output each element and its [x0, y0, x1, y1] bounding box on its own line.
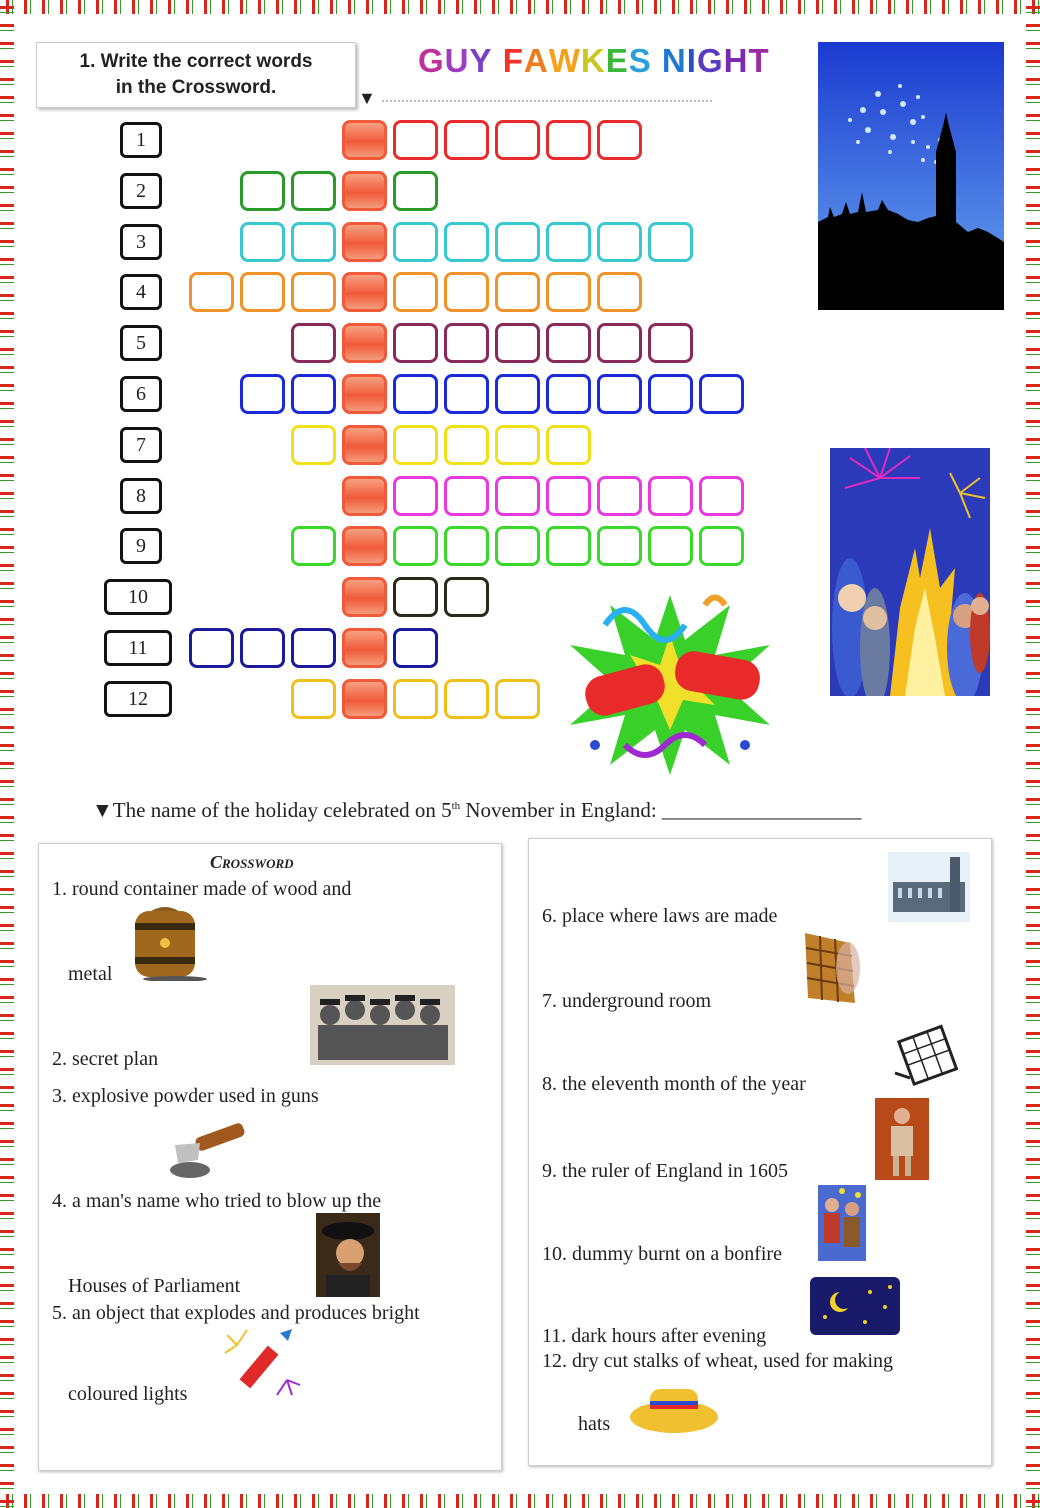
title-letter: A	[523, 42, 549, 79]
crossword-cell[interactable]	[444, 120, 489, 160]
clue-1-continued: metal	[68, 963, 113, 985]
crossword-cell[interactable]	[444, 323, 489, 363]
clues-title: Crossword	[210, 852, 294, 872]
crossword-cell[interactable]	[546, 120, 591, 160]
right-border	[1026, 0, 1040, 1508]
key-answer-line[interactable]	[382, 100, 712, 102]
title-letter: N	[661, 42, 687, 79]
gunpowder-icon	[160, 1115, 250, 1185]
holiday-question-text: The name of the holiday celebrated on 5	[112, 798, 452, 822]
crossword-cell[interactable]	[597, 323, 642, 363]
crossword-cell[interactable]	[648, 374, 693, 414]
crossword-cell[interactable]	[393, 120, 438, 160]
title-letter: G	[418, 42, 445, 79]
clue-8: 8. the eleventh month of the year	[542, 1073, 806, 1095]
night-sky-icon	[810, 1277, 900, 1335]
crossword-cell[interactable]	[597, 222, 642, 262]
crossword-cell[interactable]	[495, 272, 540, 312]
crossword-cell[interactable]	[291, 222, 336, 262]
key-letter-cell[interactable]	[342, 476, 387, 516]
crossword-cell[interactable]	[393, 323, 438, 363]
crossword-cell[interactable]	[444, 679, 489, 719]
title-letter: I	[686, 42, 697, 79]
crossword-cell[interactable]	[495, 425, 540, 465]
crossword-cell[interactable]	[291, 374, 336, 414]
crossword-cell[interactable]	[597, 476, 642, 516]
clue-number-3: 3	[120, 224, 162, 260]
key-letter-cell[interactable]	[342, 577, 387, 617]
clue-1: 1. round container made of wood and	[52, 878, 352, 900]
key-letter-cell[interactable]	[342, 222, 387, 262]
crossword-cell[interactable]	[546, 323, 591, 363]
key-letter-cell[interactable]	[342, 679, 387, 719]
crossword-cell[interactable]	[291, 272, 336, 312]
clue-number-9: 9	[120, 528, 162, 564]
crossword-cell[interactable]	[291, 628, 336, 668]
crossword-cell[interactable]	[597, 374, 642, 414]
crossword-cell[interactable]	[291, 526, 336, 566]
key-letter-cell[interactable]	[342, 628, 387, 668]
crossword-cell[interactable]	[189, 628, 234, 668]
crossword-cell[interactable]	[393, 679, 438, 719]
crossword-cell[interactable]	[648, 476, 693, 516]
guy-effigy-icon	[818, 1185, 866, 1261]
instruction-line-1: 1. Write the correct words	[79, 51, 313, 72]
crossword-cell[interactable]	[495, 323, 540, 363]
clue-6: 6. place where laws are made	[542, 905, 778, 927]
clue-number-11: 11	[104, 630, 172, 666]
crossword-cell[interactable]	[444, 222, 489, 262]
clue-3: 3. explosive powder used in guns	[52, 1085, 319, 1107]
crossword-cell[interactable]	[393, 476, 438, 516]
crossword-cell[interactable]	[240, 272, 285, 312]
clue-number-12: 12	[104, 681, 172, 717]
crossword-cell[interactable]	[444, 577, 489, 617]
clue-9: 9. the ruler of England in 1605	[542, 1160, 789, 1182]
parliament-icon	[888, 852, 970, 922]
clue-4-continued: Houses of Parliament	[68, 1275, 241, 1297]
big-ben-fireworks-picture	[818, 42, 1004, 310]
conspirators-picture	[310, 985, 455, 1065]
key-letter-cell[interactable]	[342, 374, 387, 414]
crossword-cell[interactable]	[546, 425, 591, 465]
crossword-cell[interactable]	[393, 374, 438, 414]
top-border	[0, 0, 1040, 14]
crossword-cell[interactable]	[240, 628, 285, 668]
key-letter-cell[interactable]	[342, 120, 387, 160]
clue-number-5: 5	[120, 325, 162, 361]
crossword-cell[interactable]	[240, 222, 285, 262]
crossword-cell[interactable]	[546, 222, 591, 262]
calendar-icon	[890, 1018, 965, 1090]
crossword-cell[interactable]	[291, 679, 336, 719]
crossword-cell[interactable]	[393, 577, 438, 617]
title-letter: K	[580, 42, 606, 79]
page-title	[418, 42, 770, 80]
key-letter-cell[interactable]	[342, 272, 387, 312]
clue-number-8: 8	[120, 478, 162, 514]
crossword-cell[interactable]	[240, 171, 285, 211]
title-letter	[493, 42, 503, 80]
title-letter: T	[748, 42, 770, 79]
title-letter	[652, 42, 662, 80]
key-letter-cell[interactable]	[342, 171, 387, 211]
crossword-cell[interactable]	[699, 476, 744, 516]
crossword-cell[interactable]	[393, 628, 438, 668]
crossword-cell[interactable]	[648, 222, 693, 262]
clue-number-1: 1	[120, 122, 162, 158]
bonfire-picture	[830, 448, 990, 696]
cellar-icon	[800, 928, 862, 1008]
crossword-cell[interactable]	[393, 425, 438, 465]
crossword-cell[interactable]	[495, 374, 540, 414]
crossword-cell[interactable]	[597, 272, 642, 312]
crossword-cell[interactable]	[648, 526, 693, 566]
clue-11: 11. dark hours after evening	[542, 1325, 767, 1347]
firework-rocket-icon	[222, 1325, 302, 1400]
instruction-line-2: in the Crossword.	[115, 77, 277, 98]
arrow-icon: ▼	[92, 798, 113, 822]
crossword-cell[interactable]	[648, 323, 693, 363]
clue-12-continued: hats	[578, 1413, 611, 1435]
instruction-box	[36, 42, 356, 108]
crossword-cell[interactable]	[291, 425, 336, 465]
clue-number-4: 4	[120, 274, 162, 310]
clue-7: 7. underground room	[542, 990, 712, 1012]
title-letter: E	[605, 42, 629, 79]
crossword-cell[interactable]	[495, 120, 540, 160]
crossword-cell[interactable]	[444, 526, 489, 566]
crossword-cell[interactable]	[393, 272, 438, 312]
crossword-cell[interactable]	[189, 272, 234, 312]
firecracker-picture	[565, 585, 775, 780]
title-letter: S	[628, 42, 652, 79]
clue-5: 5. an object that explodes and produces bright	[52, 1302, 420, 1324]
clue-5-continued: coloured lights	[68, 1383, 188, 1405]
crossword-cell[interactable]	[495, 476, 540, 516]
clue-12: 12. dry cut stalks of wheat, used for making	[542, 1350, 894, 1372]
king-portrait	[875, 1098, 929, 1180]
crossword-cell[interactable]	[444, 374, 489, 414]
barrel-icon	[125, 903, 207, 981]
title-letter: G	[696, 42, 724, 79]
title-letter: W	[548, 42, 581, 79]
title-letter: F	[502, 42, 524, 79]
crossword-cell[interactable]	[546, 526, 591, 566]
crossword-cell[interactable]	[495, 222, 540, 262]
crossword-cell[interactable]	[393, 171, 438, 211]
title-letter: Y	[469, 42, 493, 79]
key-letter-cell[interactable]	[342, 425, 387, 465]
clue-4: 4. a man's name who tried to blow up the	[52, 1190, 382, 1212]
crossword-cell[interactable]	[546, 476, 591, 516]
crossword-cell[interactable]	[495, 526, 540, 566]
title-letter: H	[723, 42, 749, 79]
holiday-question-answer[interactable]: November in England: ___________________	[460, 798, 862, 822]
clue-number-6: 6	[120, 376, 162, 412]
key-letter-cell[interactable]	[342, 526, 387, 566]
key-letter-cell[interactable]	[342, 323, 387, 363]
guy-fawkes-portrait	[316, 1213, 380, 1297]
crossword-cell[interactable]	[597, 120, 642, 160]
crossword-cell[interactable]	[444, 425, 489, 465]
crossword-cell[interactable]	[291, 171, 336, 211]
crossword-cell[interactable]	[546, 374, 591, 414]
straw-hat-icon	[628, 1375, 720, 1437]
clue-2: 2. secret plan	[52, 1048, 159, 1070]
crossword-cell[interactable]	[546, 272, 591, 312]
crossword-cell[interactable]	[495, 679, 540, 719]
crossword-cell[interactable]	[699, 374, 744, 414]
clue-10: 10. dummy burnt on a bonfire	[542, 1243, 782, 1265]
crossword-cell[interactable]	[444, 272, 489, 312]
holiday-question-sup: th	[451, 800, 461, 812]
clue-number-7: 7	[120, 427, 162, 463]
crossword-cell[interactable]	[393, 222, 438, 262]
bottom-border	[0, 1494, 1040, 1508]
crossword-cell[interactable]	[699, 526, 744, 566]
crossword-cell[interactable]	[291, 323, 336, 363]
down-arrow-icon: ▼	[358, 88, 376, 108]
crossword-cell[interactable]	[240, 374, 285, 414]
left-border	[0, 0, 14, 1508]
crossword-cell[interactable]	[597, 526, 642, 566]
crossword-cell[interactable]	[444, 476, 489, 516]
holiday-question	[92, 798, 861, 823]
clue-number-10: 10	[104, 579, 172, 615]
clue-number-2: 2	[120, 173, 162, 209]
crossword-cell[interactable]	[393, 526, 438, 566]
title-letter: U	[444, 42, 470, 79]
